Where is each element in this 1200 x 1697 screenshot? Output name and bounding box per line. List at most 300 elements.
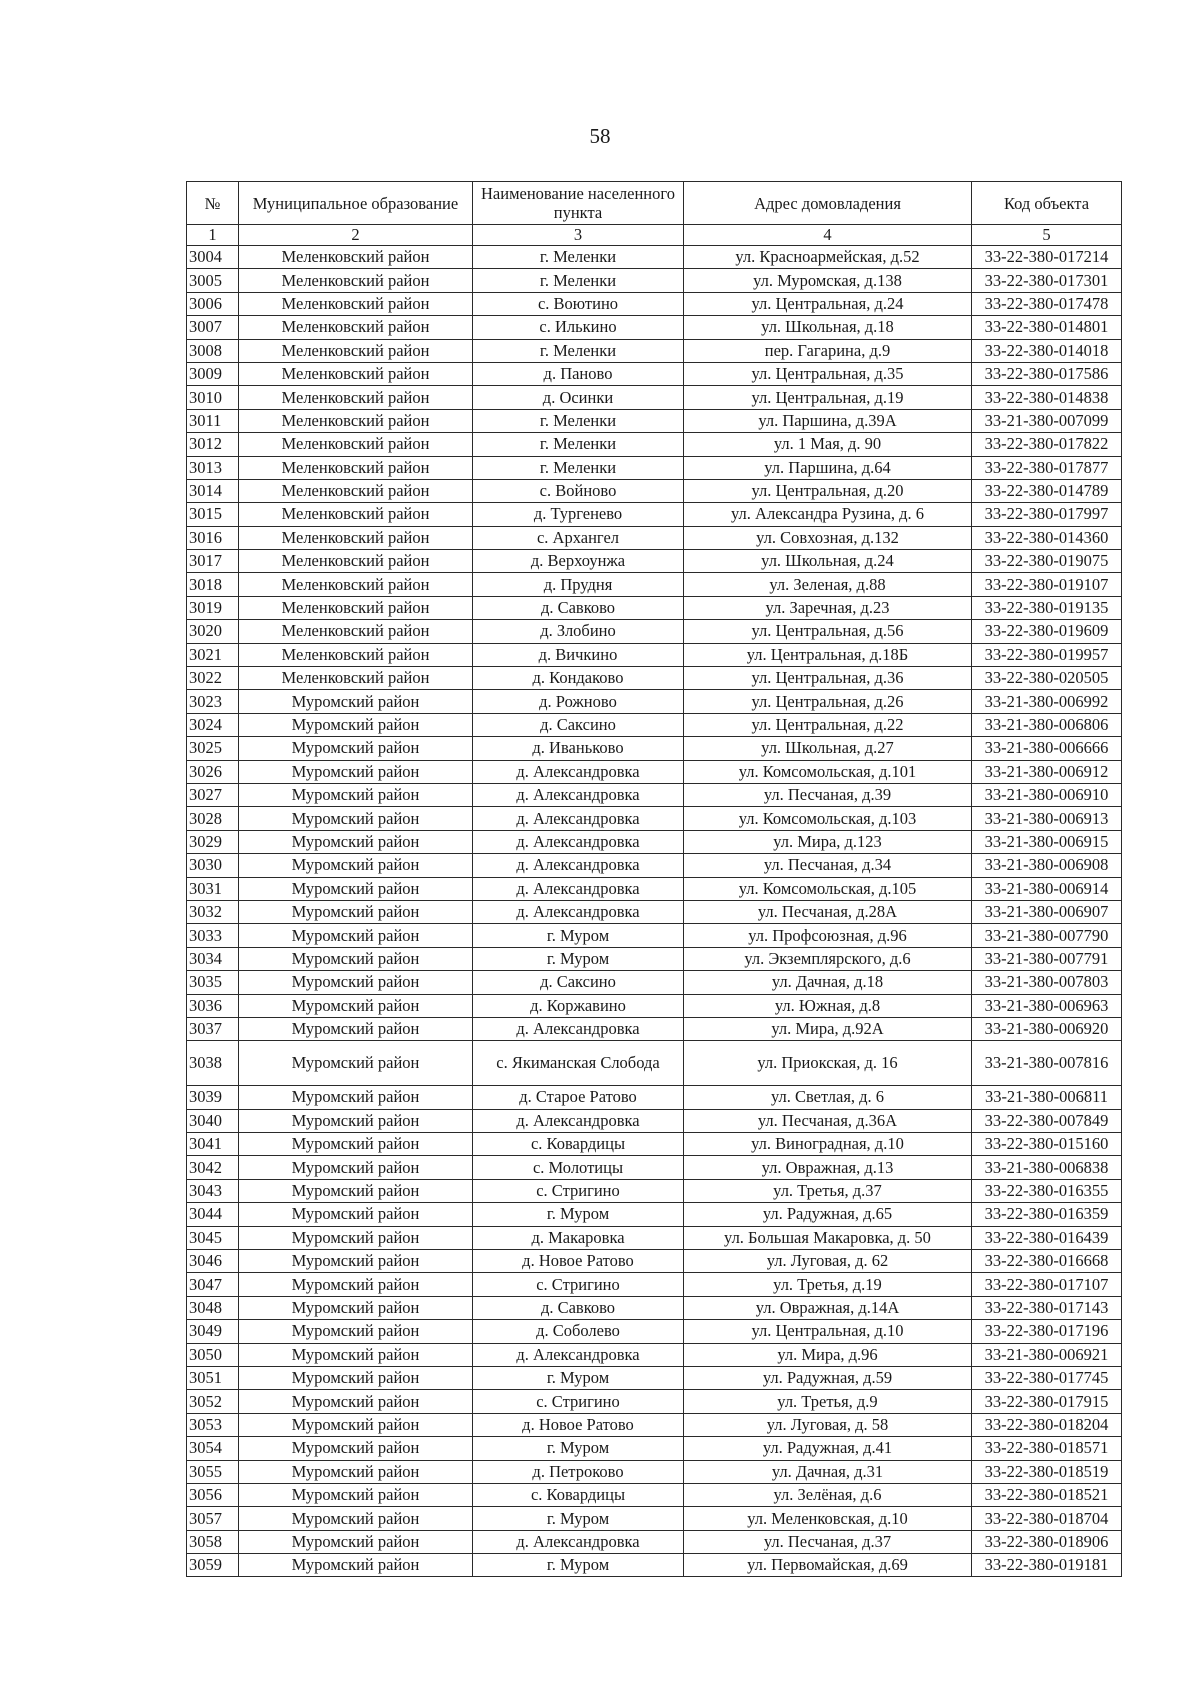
table-row: [187, 1296, 1122, 1319]
settlement-cell: д. Савково: [473, 1296, 684, 1319]
municipality-cell: Муромский район: [239, 1203, 473, 1226]
row-number: 3024: [187, 713, 239, 736]
table-row: [187, 1041, 1122, 1086]
address-cell: ул. Центральная, д.19: [684, 386, 972, 409]
address-cell: ул. Южная, д.8: [684, 994, 972, 1017]
object-code-cell: 33-22-380-014801: [972, 316, 1122, 339]
address-cell: ул. Паршина, д.64: [684, 456, 972, 479]
row-number: 3053: [187, 1413, 239, 1436]
address-cell: ул. Профсоюзная, д.96: [684, 924, 972, 947]
object-code-cell: 33-22-380-017877: [972, 456, 1122, 479]
object-code-cell: 33-22-380-019957: [972, 643, 1122, 666]
table-row: [187, 1437, 1122, 1460]
row-number: 3040: [187, 1109, 239, 1132]
row-number: 3011: [187, 409, 239, 432]
settlement-cell: д. Александровка: [473, 1017, 684, 1040]
table-row: [187, 1530, 1122, 1553]
object-code-cell: 33-21-380-006806: [972, 713, 1122, 736]
table-row: [187, 409, 1122, 432]
table-row: [187, 456, 1122, 479]
address-cell: ул. Экземплярского, д.6: [684, 947, 972, 970]
settlement-cell: д. Новое Ратово: [473, 1250, 684, 1273]
municipality-cell: Меленковский район: [239, 246, 473, 269]
table-row: [187, 362, 1122, 385]
row-number: 3034: [187, 947, 239, 970]
object-code-cell: 33-22-380-019609: [972, 620, 1122, 643]
table-row: [187, 503, 1122, 526]
address-cell: ул. Светлая, д. 6: [684, 1086, 972, 1109]
row-number: 3004: [187, 246, 239, 269]
row-number: 3030: [187, 854, 239, 877]
settlement-cell: д. Александровка: [473, 1343, 684, 1366]
row-number: 3056: [187, 1483, 239, 1506]
municipality-cell: Муромский район: [239, 971, 473, 994]
settlement-cell: с. Архангел: [473, 526, 684, 549]
object-code-cell: 33-21-380-006912: [972, 760, 1122, 783]
municipality-cell: Муромский район: [239, 1343, 473, 1366]
municipality-cell: Муромский район: [239, 1250, 473, 1273]
header-settlement: Наименование населенного пункта: [473, 182, 684, 225]
object-code-cell: 33-22-380-017478: [972, 292, 1122, 315]
object-code-cell: 33-22-380-014789: [972, 479, 1122, 502]
row-number: 3041: [187, 1133, 239, 1156]
address-cell: ул. 1 Мая, д. 90: [684, 433, 972, 456]
address-cell: ул. Центральная, д.18Б: [684, 643, 972, 666]
address-cell: ул. Радужная, д.65: [684, 1203, 972, 1226]
header-number: №: [187, 182, 239, 225]
address-cell: ул. Центральная, д.24: [684, 292, 972, 315]
row-number: 3029: [187, 830, 239, 853]
table-row: [187, 1413, 1122, 1436]
row-number: 3010: [187, 386, 239, 409]
object-code-cell: 33-22-380-016359: [972, 1203, 1122, 1226]
settlement-cell: с. Якиманская Слобода: [473, 1041, 684, 1086]
object-code-cell: 33-22-380-014360: [972, 526, 1122, 549]
table-row: [187, 1179, 1122, 1202]
address-cell: ул. Большая Макаровка, д. 50: [684, 1226, 972, 1249]
table-row: [187, 1390, 1122, 1413]
municipality-cell: Муромский район: [239, 1366, 473, 1389]
table-row: [187, 690, 1122, 713]
table-row: [187, 269, 1122, 292]
address-cell: ул. Комсомольская, д.105: [684, 877, 972, 900]
table-row: [187, 1109, 1122, 1132]
municipality-cell: Муромский район: [239, 1483, 473, 1506]
row-number: 3019: [187, 596, 239, 619]
table-row: [187, 924, 1122, 947]
header-row: [187, 182, 1122, 225]
settlement-cell: с. Ковардицы: [473, 1133, 684, 1156]
municipality-cell: Муромский район: [239, 783, 473, 806]
address-cell: ул. Третья, д.19: [684, 1273, 972, 1296]
municipality-cell: Муромский район: [239, 760, 473, 783]
object-code-cell: 33-21-380-006914: [972, 877, 1122, 900]
address-cell: ул. Третья, д.37: [684, 1179, 972, 1202]
address-cell: пер. Гагарина, д.9: [684, 339, 972, 362]
address-cell: ул. Школьная, д.18: [684, 316, 972, 339]
header-municipality: Муниципальное образование: [239, 182, 473, 225]
object-code-cell: 33-21-380-006920: [972, 1017, 1122, 1040]
row-number: 3054: [187, 1437, 239, 1460]
table-row: [187, 713, 1122, 736]
municipality-cell: Муромский район: [239, 1460, 473, 1483]
object-code-cell: 33-21-380-007816: [972, 1041, 1122, 1086]
municipality-cell: Муромский район: [239, 1041, 473, 1086]
settlement-cell: д. Старое Ратово: [473, 1086, 684, 1109]
settlement-cell: д. Петроково: [473, 1460, 684, 1483]
table-row: [187, 1133, 1122, 1156]
table-row: [187, 292, 1122, 315]
settlement-cell: г. Меленки: [473, 456, 684, 479]
object-code-cell: 33-21-380-006811: [972, 1086, 1122, 1109]
settlement-cell: с. Ковардицы: [473, 1483, 684, 1506]
settlement-cell: д. Новое Ратово: [473, 1413, 684, 1436]
municipality-cell: Муромский район: [239, 1156, 473, 1179]
settlement-cell: г. Муром: [473, 1366, 684, 1389]
settlement-cell: с. Стригино: [473, 1390, 684, 1413]
object-code-cell: 33-21-380-006992: [972, 690, 1122, 713]
row-number: 3031: [187, 877, 239, 900]
object-code-cell: 33-21-380-007803: [972, 971, 1122, 994]
municipality-cell: Меленковский район: [239, 526, 473, 549]
municipality-cell: Меленковский район: [239, 316, 473, 339]
address-cell: ул. Муромская, д.138: [684, 269, 972, 292]
municipality-cell: Меленковский район: [239, 433, 473, 456]
address-cell: ул. Овражная, д.14А: [684, 1296, 972, 1319]
object-code-cell: 33-22-380-016668: [972, 1250, 1122, 1273]
municipality-cell: Муромский район: [239, 690, 473, 713]
object-code-cell: 33-21-380-007099: [972, 409, 1122, 432]
address-cell: ул. Мира, д.123: [684, 830, 972, 853]
table-row: [187, 783, 1122, 806]
object-code-cell: 33-22-380-017214: [972, 246, 1122, 269]
address-cell: ул. Мира, д.92А: [684, 1017, 972, 1040]
address-cell: ул. Третья, д.9: [684, 1390, 972, 1413]
municipality-cell: Муромский район: [239, 1133, 473, 1156]
settlement-cell: д. Александровка: [473, 783, 684, 806]
municipality-cell: Меленковский район: [239, 479, 473, 502]
municipality-cell: Меленковский район: [239, 386, 473, 409]
settlement-cell: г. Меленки: [473, 269, 684, 292]
settlement-cell: д. Александровка: [473, 854, 684, 877]
object-code-cell: 33-22-380-019107: [972, 573, 1122, 596]
address-cell: ул. Заречная, д.23: [684, 596, 972, 619]
table-row: [187, 479, 1122, 502]
object-code-cell: 33-22-380-014838: [972, 386, 1122, 409]
table-row: [187, 1507, 1122, 1530]
table-row: [187, 971, 1122, 994]
table-row: [187, 1554, 1122, 1577]
row-number: 3042: [187, 1156, 239, 1179]
address-cell: ул. Совхозная, д.132: [684, 526, 972, 549]
table-row: [187, 1226, 1122, 1249]
object-code-cell: 33-22-380-018521: [972, 1483, 1122, 1506]
address-cell: ул. Центральная, д.26: [684, 690, 972, 713]
row-number: 3022: [187, 667, 239, 690]
row-number: 3007: [187, 316, 239, 339]
table-row: [187, 737, 1122, 760]
municipality-cell: Муромский район: [239, 807, 473, 830]
settlement-cell: д. Осинки: [473, 386, 684, 409]
address-cell: ул. Школьная, д.27: [684, 737, 972, 760]
object-code-cell: 33-22-380-018204: [972, 1413, 1122, 1436]
table-row: [187, 433, 1122, 456]
page-number: 58: [589, 124, 611, 148]
object-code-cell: 33-21-380-007790: [972, 924, 1122, 947]
row-number: 3018: [187, 573, 239, 596]
municipality-cell: Муромский район: [239, 877, 473, 900]
object-code-cell: 33-22-380-017822: [972, 433, 1122, 456]
table-row: [187, 386, 1122, 409]
municipality-cell: Муромский район: [239, 1413, 473, 1436]
row-number: 3027: [187, 783, 239, 806]
municipality-cell: Муромский район: [239, 1017, 473, 1040]
municipality-cell: Муромский район: [239, 1179, 473, 1202]
object-code-cell: 33-22-380-018704: [972, 1507, 1122, 1530]
address-cell: ул. Комсомольская, д.101: [684, 760, 972, 783]
table-row: [187, 877, 1122, 900]
municipality-cell: Муромский район: [239, 994, 473, 1017]
address-cell: ул. Песчаная, д.39: [684, 783, 972, 806]
settlement-cell: д. Прудня: [473, 573, 684, 596]
address-cell: ул. Александра Рузина, д. 6: [684, 503, 972, 526]
municipality-cell: Меленковский район: [239, 503, 473, 526]
address-cell: ул. Луговая, д. 58: [684, 1413, 972, 1436]
address-cell: ул. Первомайская, д.69: [684, 1554, 972, 1577]
settlement-cell: д. Верхоунжа: [473, 550, 684, 573]
municipality-cell: Муромский район: [239, 854, 473, 877]
address-cell: ул. Центральная, д.22: [684, 713, 972, 736]
municipality-cell: Муромский район: [239, 1296, 473, 1319]
municipality-cell: Меленковский район: [239, 409, 473, 432]
row-number: 3015: [187, 503, 239, 526]
settlement-cell: с. Воютино: [473, 292, 684, 315]
settlement-cell: д. Саксино: [473, 713, 684, 736]
row-number: 3046: [187, 1250, 239, 1273]
settlement-cell: д. Александровка: [473, 807, 684, 830]
row-number: 3021: [187, 643, 239, 666]
address-cell: ул. Мира, д.96: [684, 1343, 972, 1366]
object-code-cell: 33-21-380-006963: [972, 994, 1122, 1017]
address-cell: ул. Песчаная, д.34: [684, 854, 972, 877]
municipality-cell: Меленковский район: [239, 292, 473, 315]
table-row: [187, 1017, 1122, 1040]
settlement-cell: д. Соболево: [473, 1320, 684, 1343]
settlement-cell: г. Муром: [473, 947, 684, 970]
header-object-code: Код объекта: [972, 182, 1122, 225]
row-number: 3020: [187, 620, 239, 643]
settlement-cell: г. Меленки: [473, 339, 684, 362]
address-cell: ул. Песчаная, д.37: [684, 1530, 972, 1553]
table-row: [187, 573, 1122, 596]
table-row: [187, 994, 1122, 1017]
address-cell: ул. Комсомольская, д.103: [684, 807, 972, 830]
address-cell: ул. Меленковская, д.10: [684, 1507, 972, 1530]
object-code-cell: 33-21-380-006910: [972, 783, 1122, 806]
settlement-cell: д. Тургенево: [473, 503, 684, 526]
object-code-cell: 33-22-380-019181: [972, 1554, 1122, 1577]
header-address: Адрес домовладения: [684, 182, 972, 225]
address-cell: ул. Песчаная, д.28А: [684, 900, 972, 923]
address-cell: ул. Красноармейская, д.52: [684, 246, 972, 269]
settlement-cell: д. Кондаково: [473, 667, 684, 690]
address-cell: ул. Центральная, д.35: [684, 362, 972, 385]
row-number: 3055: [187, 1460, 239, 1483]
municipality-cell: Меленковский район: [239, 643, 473, 666]
table-row: [187, 947, 1122, 970]
settlement-cell: г. Муром: [473, 1437, 684, 1460]
row-number: 3012: [187, 433, 239, 456]
table-row: [187, 643, 1122, 666]
table-row: [187, 900, 1122, 923]
municipality-cell: Муромский район: [239, 947, 473, 970]
row-number: 3057: [187, 1507, 239, 1530]
settlement-cell: с. Илькино: [473, 316, 684, 339]
municipality-cell: Муромский район: [239, 900, 473, 923]
table-body: [187, 246, 1122, 1577]
settlement-cell: д. Александровка: [473, 830, 684, 853]
table-row: [187, 807, 1122, 830]
object-code-cell: 33-22-380-016355: [972, 1179, 1122, 1202]
address-cell: ул. Приокская, д. 16: [684, 1041, 972, 1086]
municipality-cell: Муромский район: [239, 924, 473, 947]
municipality-cell: Меленковский район: [239, 339, 473, 362]
table-row: [187, 667, 1122, 690]
settlement-cell: с. Войново: [473, 479, 684, 502]
object-code-cell: 33-21-380-006913: [972, 807, 1122, 830]
municipality-cell: Муромский район: [239, 713, 473, 736]
municipality-cell: Муромский район: [239, 1109, 473, 1132]
table-row: [187, 1343, 1122, 1366]
settlement-cell: г. Меленки: [473, 409, 684, 432]
column-index-row: [187, 225, 1122, 246]
settlement-cell: д. Савково: [473, 596, 684, 619]
municipality-cell: Муромский район: [239, 1554, 473, 1577]
row-number: 3023: [187, 690, 239, 713]
object-code-cell: 33-22-380-017586: [972, 362, 1122, 385]
object-code-cell: 33-22-380-019135: [972, 596, 1122, 619]
municipality-cell: Муромский район: [239, 1086, 473, 1109]
municipality-cell: Меленковский район: [239, 596, 473, 619]
object-code-cell: 33-22-380-018519: [972, 1460, 1122, 1483]
object-code-cell: 33-22-380-017196: [972, 1320, 1122, 1343]
address-cell: ул. Центральная, д.36: [684, 667, 972, 690]
object-code-cell: 33-21-380-006908: [972, 854, 1122, 877]
municipality-cell: Меленковский район: [239, 573, 473, 596]
municipality-cell: Меленковский район: [239, 362, 473, 385]
row-number: 3013: [187, 456, 239, 479]
address-cell: ул. Дачная, д.18: [684, 971, 972, 994]
address-cell: ул. Центральная, д.20: [684, 479, 972, 502]
table-row: [187, 526, 1122, 549]
row-number: 3038: [187, 1041, 239, 1086]
address-cell: ул. Радужная, д.59: [684, 1366, 972, 1389]
settlement-cell: с. Молотицы: [473, 1156, 684, 1179]
row-number: 3014: [187, 479, 239, 502]
object-code-cell: 33-21-380-006838: [972, 1156, 1122, 1179]
settlement-cell: д. Александровка: [473, 1530, 684, 1553]
table-row: [187, 854, 1122, 877]
object-code-cell: 33-22-380-017143: [972, 1296, 1122, 1319]
address-cell: ул. Виноградная, д.10: [684, 1133, 972, 1156]
table-row: [187, 1086, 1122, 1109]
object-code-cell: 33-22-380-020505: [972, 667, 1122, 690]
table-row: [187, 1273, 1122, 1296]
row-number: 3037: [187, 1017, 239, 1040]
address-cell: ул. Паршина, д.39А: [684, 409, 972, 432]
object-code-cell: 33-22-380-017915: [972, 1390, 1122, 1413]
municipality-cell: Муромский район: [239, 1320, 473, 1343]
table-row: [187, 1320, 1122, 1343]
table-header: [187, 182, 1122, 246]
row-number: 3006: [187, 292, 239, 315]
row-number: 3016: [187, 526, 239, 549]
municipality-cell: Муромский район: [239, 1273, 473, 1296]
row-number: 3035: [187, 971, 239, 994]
address-cell: ул. Школьная, д.24: [684, 550, 972, 573]
settlement-cell: д. Иваньково: [473, 737, 684, 760]
municipality-cell: Муромский район: [239, 1530, 473, 1553]
municipality-cell: Меленковский район: [239, 456, 473, 479]
row-number: 3028: [187, 807, 239, 830]
address-cell: ул. Зелёная, д.6: [684, 1483, 972, 1506]
object-code-cell: 33-22-380-018571: [972, 1437, 1122, 1460]
object-code-cell: 33-22-380-019075: [972, 550, 1122, 573]
municipality-cell: Муромский район: [239, 737, 473, 760]
table-row: [187, 1203, 1122, 1226]
address-cell: ул. Центральная, д.10: [684, 1320, 972, 1343]
settlement-cell: г. Муром: [473, 924, 684, 947]
column-index: 1: [187, 225, 239, 246]
settlement-cell: г. Муром: [473, 1507, 684, 1530]
row-number: 3047: [187, 1273, 239, 1296]
municipality-cell: Муромский район: [239, 830, 473, 853]
row-number: 3009: [187, 362, 239, 385]
row-number: 3017: [187, 550, 239, 573]
column-index: 4: [684, 225, 972, 246]
row-number: 3044: [187, 1203, 239, 1226]
municipality-cell: Меленковский район: [239, 667, 473, 690]
settlement-cell: д. Паново: [473, 362, 684, 385]
object-code-cell: 33-22-380-007849: [972, 1109, 1122, 1132]
address-cell: ул. Зеленая, д.88: [684, 573, 972, 596]
table-row: [187, 1250, 1122, 1273]
settlement-cell: д. Александровка: [473, 900, 684, 923]
municipality-cell: Муромский район: [239, 1226, 473, 1249]
table-row: [187, 550, 1122, 573]
row-number: 3033: [187, 924, 239, 947]
row-number: 3059: [187, 1554, 239, 1577]
row-number: 3008: [187, 339, 239, 362]
row-number: 3043: [187, 1179, 239, 1202]
table-row: [187, 596, 1122, 619]
settlement-cell: д. Коржавино: [473, 994, 684, 1017]
settlement-cell: г. Меленки: [473, 433, 684, 456]
settlement-cell: д. Макаровка: [473, 1226, 684, 1249]
settlement-cell: д. Вичкино: [473, 643, 684, 666]
row-number: 3036: [187, 994, 239, 1017]
row-number: 3025: [187, 737, 239, 760]
address-cell: ул. Овражная, д.13: [684, 1156, 972, 1179]
address-cell: ул. Песчаная, д.36А: [684, 1109, 972, 1132]
table-row: [187, 1366, 1122, 1389]
object-code-cell: 33-21-380-006915: [972, 830, 1122, 853]
property-registry-table: [186, 181, 1122, 1577]
settlement-cell: д. Саксино: [473, 971, 684, 994]
settlement-cell: г. Меленки: [473, 246, 684, 269]
row-number: 3032: [187, 900, 239, 923]
object-code-cell: 33-22-380-016439: [972, 1226, 1122, 1249]
